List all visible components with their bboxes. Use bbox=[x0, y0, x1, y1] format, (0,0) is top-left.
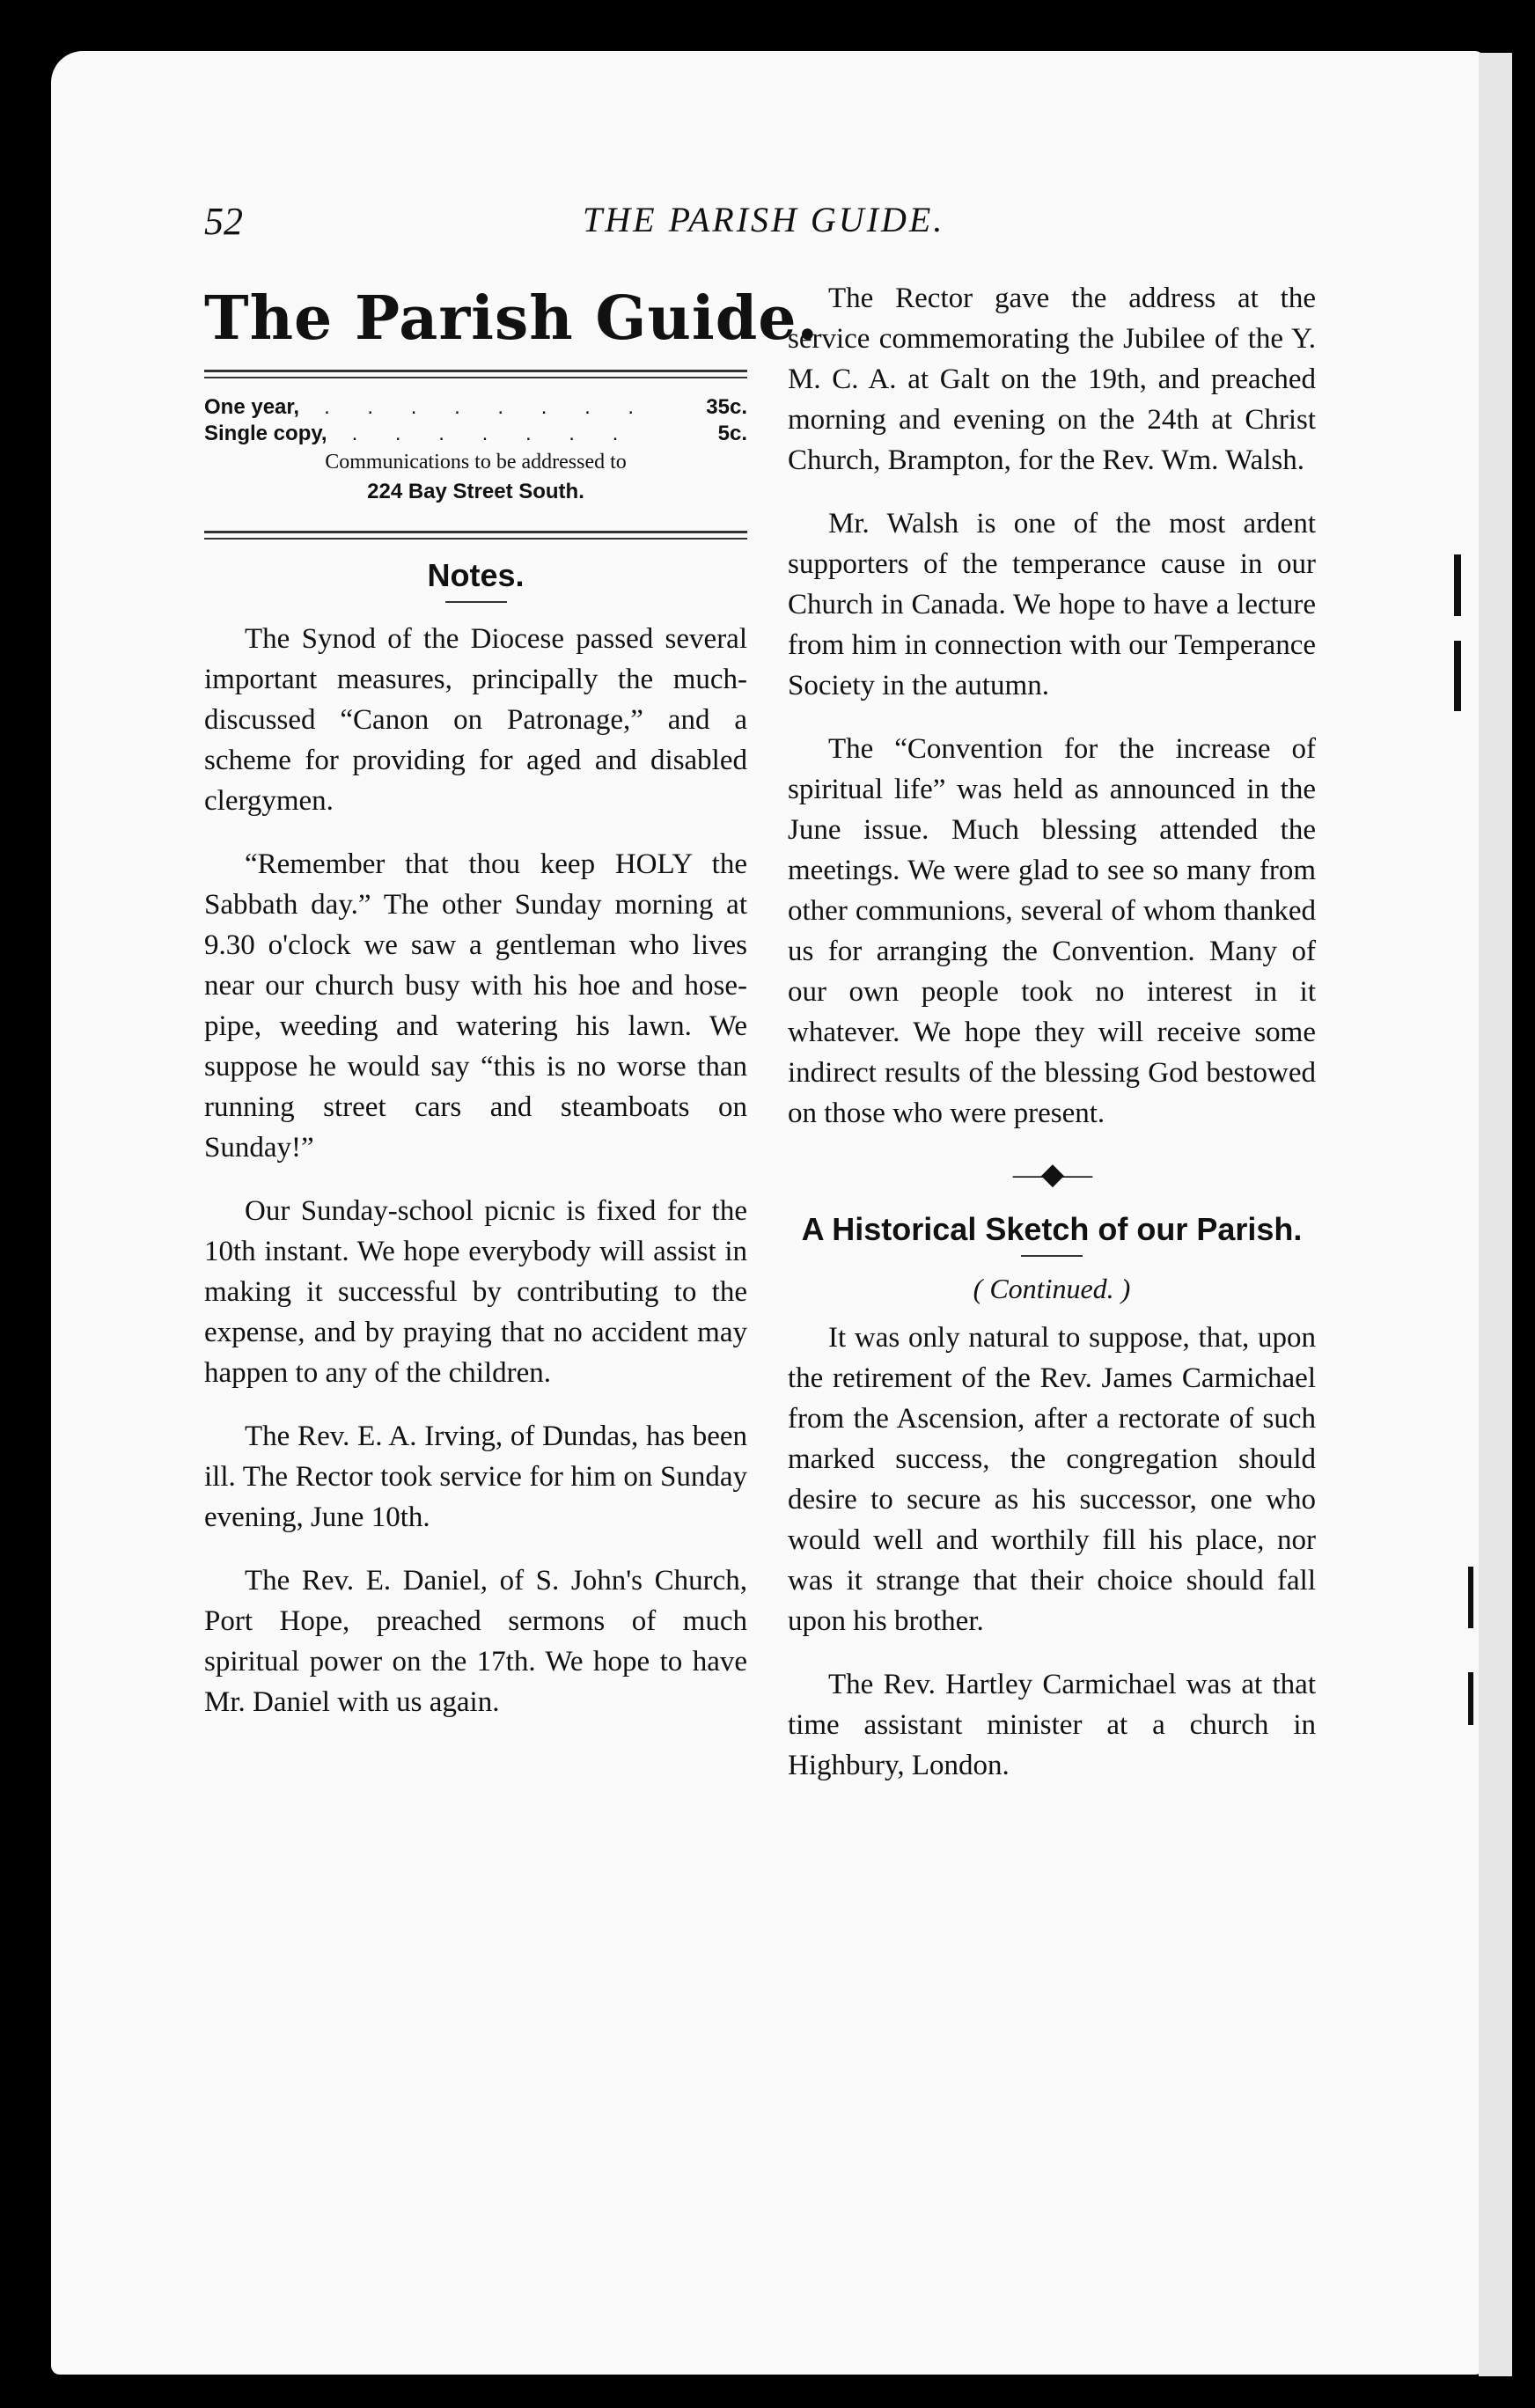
subscription-row bbox=[204, 421, 747, 447]
margin-mark bbox=[1454, 641, 1461, 711]
subscription-row bbox=[204, 394, 747, 421]
running-head bbox=[204, 199, 1322, 255]
margin-mark bbox=[1468, 1567, 1473, 1628]
short-rule bbox=[445, 601, 507, 603]
margin-mark bbox=[1468, 1672, 1473, 1725]
masthead-title: The Parish Guide. bbox=[204, 283, 819, 354]
paragraph: The Rector gave the address at the service commemorating the Jubilee of the Y. M. C. A. at Galt on the 19th, and preached morning and evening on the 24th at Christ Church, Brampton, for the Rev. Wm. Walsh. bbox=[788, 283, 1316, 476]
left-column bbox=[204, 278, 819, 1745]
short-rule bbox=[1021, 1255, 1083, 1257]
historical-heading: A Historical Sketch of our Parish. bbox=[801, 1211, 1303, 1247]
section-ornament: —◆— bbox=[1012, 1158, 1091, 1191]
subscription-price: 35c. bbox=[706, 395, 747, 419]
notes-heading: Notes. bbox=[427, 557, 525, 593]
double-rule bbox=[204, 531, 747, 540]
paragraph: Mr. Walsh is one of the most ardent supporters of the temperance cause in our Church in Canada. We hope to have a lecture from him in connection with our Temperance Society in the autumn. bbox=[788, 508, 1316, 701]
paragraph: Our Sunday-school picnic is fixed for the 10th instant. We hope everybody will assist in making it successful by contributing to the expense, and by praying that no accident may happen to any of the children. bbox=[204, 1195, 747, 1389]
subscription-label: One year, bbox=[204, 395, 300, 419]
paragraph: The “Convention for the increase of spiritual life” was held as announced in the June issue. Much blessing attended the meetings. We were glad to see so many from other communions, several of whom thanked us for arranging the Convention. Many of our own people took no interest in it whatever. We hope they will receive some indirect results of the blessing God bestowed on those who were present. bbox=[788, 733, 1316, 1129]
paragraph: The Rev. E. Daniel, of S. John's Church, Port Hope, preached sermons of much spiritual power on the 17th. We hope to have Mr. Daniel with us again. bbox=[204, 1565, 747, 1718]
address: 224 Bay Street South. bbox=[367, 480, 584, 503]
paragraph: The Rev. Hartley Carmichael was at that time assistant minister at a church in Highbury, London. bbox=[788, 1669, 1316, 1781]
double-rule bbox=[204, 370, 747, 378]
paragraph: “Remember that thou keep HOLY the Sabbath day.” The other Sunday morning at 9.30 o'clock we saw a gentleman who lives near our church busy with his hoe and hose-pipe, weeding and watering his lawn. We suppose he would say “this is no worse than running street cars and steamboats on Sunday!” bbox=[204, 848, 747, 1164]
paragraph: The Synod of the Diocese passed several important measures, principally the much-discussed “Canon on Patronage,” and a scheme for providing for aged and disabled clergymen. bbox=[204, 623, 747, 817]
leader-dots: . . . . . . . bbox=[351, 422, 635, 445]
running-title: THE PARISH GUIDE. bbox=[583, 200, 945, 239]
page-number: 52 bbox=[204, 200, 243, 243]
paragraph: It was only natural to suppose, that, upon the retirement of the Rev. James Carmichael from the Ascension, after a rectorate of such marked success, the congregation should desire to secure as his successor, one who would well and worthily fill his place, nor was it strange that their choice should fall upon his brother. bbox=[788, 1322, 1316, 1637]
subscription-price: 5c. bbox=[717, 422, 747, 445]
margin-mark bbox=[1454, 554, 1461, 616]
adjacent-page-edge bbox=[1479, 53, 1512, 2376]
right-column bbox=[788, 278, 1316, 1809]
leader-dots: . . . . . . . . bbox=[324, 395, 650, 419]
paragraph: The Rev. E. A. Irving, of Dundas, has been ill. The Rector took service for him on Sunday evening, June 10th. bbox=[204, 1421, 747, 1533]
subscription-label: Single copy, bbox=[204, 422, 327, 445]
subscription-box bbox=[204, 394, 747, 447]
continued-label: ( Continued. ) bbox=[973, 1273, 1131, 1304]
communications-note: Communications to be addressed to bbox=[325, 451, 627, 474]
